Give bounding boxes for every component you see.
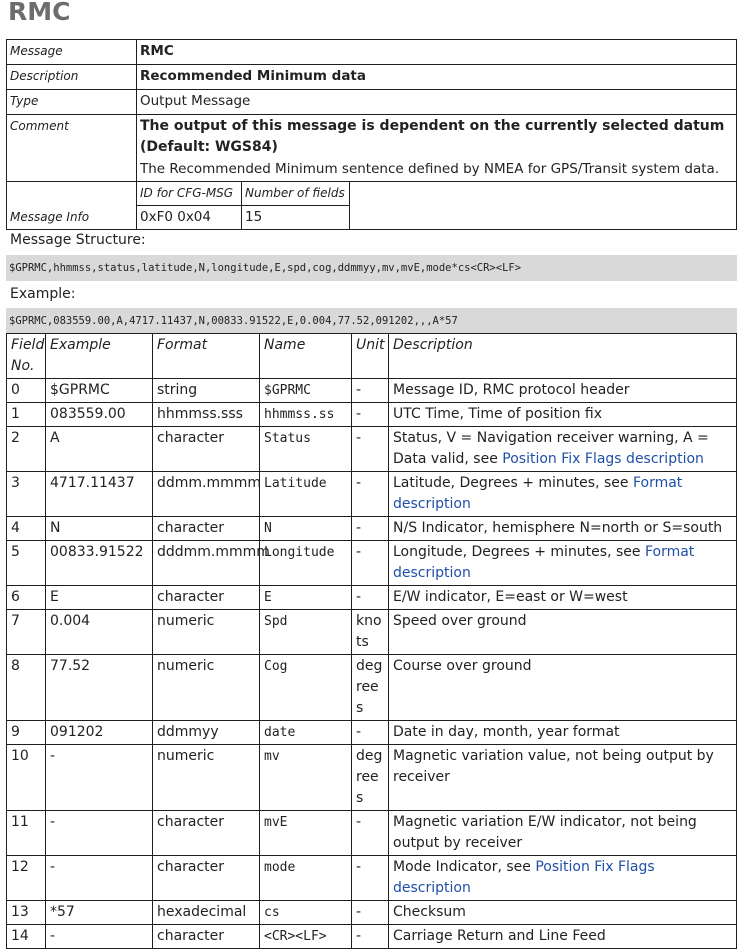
description-value: Recommended Minimum data [137, 65, 737, 90]
example-cell: - [46, 745, 153, 811]
table-row [7, 856, 737, 901]
format-cell: character [153, 925, 260, 949]
unit-cell: - [352, 403, 389, 427]
table-row [7, 403, 737, 427]
description-text: E/W indicator, E=east or W=west [393, 589, 628, 605]
format-cell: character [153, 856, 260, 901]
field-no-cell: 2 [7, 427, 46, 472]
table-row [7, 655, 737, 721]
unit-cell: - [352, 811, 389, 856]
format-cell: numeric [153, 655, 260, 721]
structure-label: Message Structure: [10, 232, 146, 248]
id-header: ID for CFG-MSG [137, 182, 242, 206]
description-text: Latitude, Degrees + minutes, see [393, 475, 633, 491]
name-cell: Longitude [260, 541, 352, 586]
field-no-cell: 14 [7, 925, 46, 949]
name-cell: Status [260, 427, 352, 472]
field-no-cell: 10 [7, 745, 46, 811]
description-link[interactable]: Format description [393, 475, 683, 512]
description-link[interactable]: Format description [393, 544, 695, 581]
table-row [7, 427, 737, 472]
page-title: RMC [8, 0, 71, 26]
message-value: RMC [137, 40, 737, 65]
format-cell: ddmm.mmmm [153, 472, 260, 517]
field-no-cell: 11 [7, 811, 46, 856]
example-label: Example: [10, 286, 76, 302]
example-code: $GPRMC,083559.00,A,4717.11437,N,00833.91522,E,0.004,77.52,091202,,,A*57 [6, 308, 737, 334]
header-example: Example [46, 334, 153, 379]
description-text: Magnetic variation E/W indicator, not being output by receiver [393, 814, 697, 851]
description-cell [389, 586, 737, 610]
comment-cell [137, 115, 737, 182]
fields-header: Number of fields [242, 182, 350, 206]
field-no-cell: 8 [7, 655, 46, 721]
format-cell: ddmmyy [153, 721, 260, 745]
description-cell [389, 721, 737, 745]
description-cell [389, 517, 737, 541]
field-no-cell: 1 [7, 403, 46, 427]
description-text: Status, V = Navigation receiver warning, A = Data valid, see [393, 430, 709, 467]
header-format: Format [153, 334, 260, 379]
example-cell: N [46, 517, 153, 541]
table-row [7, 610, 737, 655]
description-text: Carriage Return and Line Feed [393, 928, 606, 944]
format-cell: string [153, 379, 260, 403]
type-value: Output Message [137, 90, 737, 115]
table-row [7, 472, 737, 517]
comment-label: Comment [7, 115, 137, 182]
field-no-cell: 0 [7, 379, 46, 403]
unit-cell: degrees [352, 655, 389, 721]
fields-table [6, 333, 737, 949]
message-info-label: Message Info [7, 182, 137, 230]
header-description: Description [389, 334, 737, 379]
unit-cell: - [352, 856, 389, 901]
description-text: Speed over ground [393, 613, 527, 629]
format-cell: dddmm.mmmm [153, 541, 260, 586]
format-cell: character [153, 811, 260, 856]
table-row [7, 517, 737, 541]
unit-cell: - [352, 379, 389, 403]
unit-cell: - [352, 925, 389, 949]
example-cell: *57 [46, 901, 153, 925]
header-name: Name [260, 334, 352, 379]
description-cell [389, 655, 737, 721]
unit-cell: - [352, 586, 389, 610]
description-cell [389, 811, 737, 856]
description-link[interactable]: Position Fix Flags description [393, 859, 655, 896]
field-no-cell: 13 [7, 901, 46, 925]
message-label: Message [7, 40, 137, 65]
description-cell [389, 472, 737, 517]
example-cell: E [46, 586, 153, 610]
field-no-cell: 6 [7, 586, 46, 610]
example-cell: 00833.91522 [46, 541, 153, 586]
description-text: N/S Indicator, hemisphere N=north or S=south [393, 520, 723, 536]
example-cell: - [46, 811, 153, 856]
field-no-cell: 4 [7, 517, 46, 541]
example-cell: 083559.00 [46, 403, 153, 427]
table-row [7, 901, 737, 925]
example-cell: - [46, 856, 153, 901]
format-cell: numeric [153, 610, 260, 655]
example-cell: - [46, 925, 153, 949]
format-cell: hexadecimal [153, 901, 260, 925]
description-cell [389, 427, 737, 472]
description-label: Description [7, 65, 137, 90]
field-no-cell: 7 [7, 610, 46, 655]
header-unit: Unit [352, 334, 389, 379]
field-no-cell: 12 [7, 856, 46, 901]
message-info-table [6, 39, 737, 230]
unit-cell: - [352, 541, 389, 586]
description-cell [389, 541, 737, 586]
table-row [7, 586, 737, 610]
field-no-cell: 9 [7, 721, 46, 745]
name-cell: hhmmss.ss [260, 403, 352, 427]
description-text: Checksum [393, 904, 466, 920]
unit-cell: - [352, 427, 389, 472]
unit-cell: degrees [352, 745, 389, 811]
fields-value: 15 [242, 206, 350, 230]
comment-text: The Recommended Minimum sentence defined by NMEA for GPS/Transit system data. [140, 161, 720, 177]
unit-cell: - [352, 472, 389, 517]
name-cell: E [260, 586, 352, 610]
example-cell: A [46, 427, 153, 472]
description-cell [389, 856, 737, 901]
comment-bold: The output of this message is dependent on the currently selected datum (Default: WGS84) [140, 118, 725, 155]
description-text: Message ID, RMC protocol header [393, 382, 630, 398]
description-cell [389, 925, 737, 949]
structure-code: $GPRMC,hhmmss,status,latitude,N,longitude,E,spd,cog,ddmmyy,mv,mvE,mode*cs<CR><LF> [6, 255, 737, 281]
table-row [7, 925, 737, 949]
description-cell [389, 379, 737, 403]
name-cell: mode [260, 856, 352, 901]
example-cell: 091202 [46, 721, 153, 745]
description-link[interactable]: Position Fix Flags description [502, 451, 704, 467]
field-no-cell: 5 [7, 541, 46, 586]
unit-cell: - [352, 901, 389, 925]
unit-cell: knots [352, 610, 389, 655]
example-cell: 77.52 [46, 655, 153, 721]
name-cell: <CR><LF> [260, 925, 352, 949]
format-cell: numeric [153, 745, 260, 811]
example-cell: $GPRMC [46, 379, 153, 403]
description-text: Course over ground [393, 658, 532, 674]
table-row [7, 745, 737, 811]
name-cell: mvE [260, 811, 352, 856]
name-cell: mv [260, 745, 352, 811]
description-text: UTC Time, Time of position fix [393, 406, 603, 422]
description-text: Date in day, month, year format [393, 724, 620, 740]
description-cell [389, 901, 737, 925]
description-text: Mode Indicator, see [393, 859, 536, 875]
description-cell [389, 403, 737, 427]
field-no-cell: 3 [7, 472, 46, 517]
description-text: Longitude, Degrees + minutes, see [393, 544, 645, 560]
table-row [7, 541, 737, 586]
table-row [7, 721, 737, 745]
name-cell: N [260, 517, 352, 541]
example-cell: 4717.11437 [46, 472, 153, 517]
example-cell: 0.004 [46, 610, 153, 655]
type-label: Type [7, 90, 137, 115]
name-cell: $GPRMC [260, 379, 352, 403]
name-cell: Latitude [260, 472, 352, 517]
unit-cell: - [352, 721, 389, 745]
id-value: 0xF0 0x04 [137, 206, 242, 230]
table-row [7, 811, 737, 856]
unit-cell: - [352, 517, 389, 541]
format-cell: character [153, 517, 260, 541]
name-cell: Cog [260, 655, 352, 721]
description-text: Magnetic variation value, not being output by receiver [393, 748, 714, 785]
description-cell [389, 610, 737, 655]
name-cell: cs [260, 901, 352, 925]
name-cell: date [260, 721, 352, 745]
format-cell: hhmmss.sss [153, 403, 260, 427]
description-cell [389, 745, 737, 811]
format-cell: character [153, 586, 260, 610]
format-cell: character [153, 427, 260, 472]
name-cell: Spd [260, 610, 352, 655]
table-row [7, 379, 737, 403]
header-field: Field No. [7, 334, 46, 379]
